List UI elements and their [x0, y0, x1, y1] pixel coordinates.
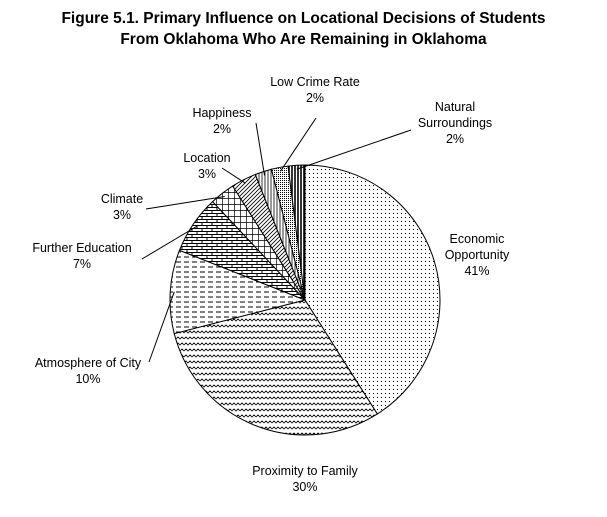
slice-label-atmosphere-of-city: Atmosphere of City 10%	[34, 356, 142, 386]
leader-line-low-crime-rate	[280, 118, 316, 171]
slice-label-climate: Climate 3%	[100, 192, 144, 222]
slice-label-economic-opportunity: Economic Opportunity 41%	[444, 232, 510, 278]
slice-label-happiness: Happiness 2%	[192, 106, 252, 136]
chart-title-line2: From Oklahoma Who Are Remaining in Oklahoma	[120, 31, 487, 48]
slice-label-natural-surroundings: Natural Surroundings 2%	[417, 100, 493, 146]
chart-title-line1: Figure 5.1. Primary Influence on Locational Decisions of Students	[61, 10, 546, 27]
leader-line-natural-surroundings	[297, 130, 411, 169]
leader-line-location	[222, 168, 246, 183]
slice-label-low-crime-rate: Low Crime Rate 2%	[270, 75, 360, 105]
slice-label-location: Location 3%	[183, 151, 231, 181]
slice-label-further-education: Further Education 7%	[32, 241, 132, 271]
leader-line-atmosphere-of-city	[149, 292, 174, 362]
slice-label-proximity-to-family: Proximity to Family 30%	[252, 464, 358, 494]
leader-line-happiness	[256, 123, 265, 175]
